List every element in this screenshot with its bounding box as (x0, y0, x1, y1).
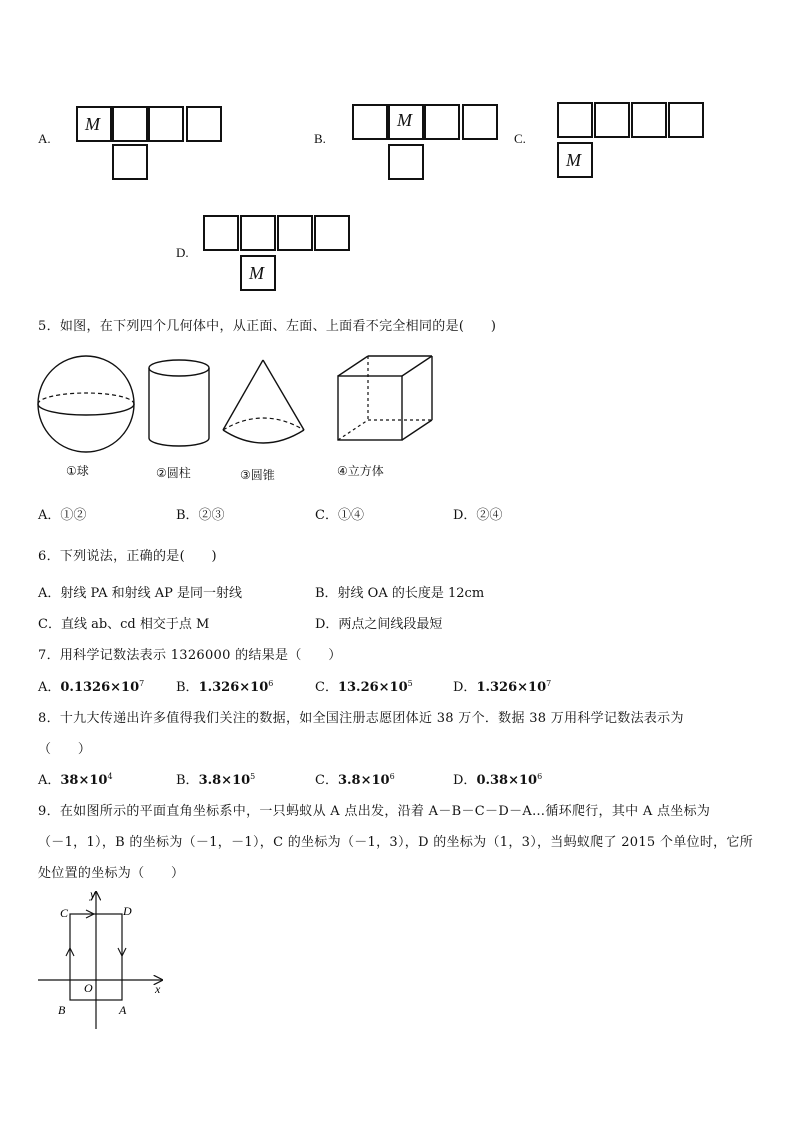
m-letter: M (85, 114, 100, 134)
q5-solids-figure (30, 352, 450, 482)
q8-option-d: D．$0.38\times 10^6$ (453, 772, 543, 788)
q8-option-a: A．$38\times 10^4$ (38, 772, 113, 788)
q5-stem: 5．如图，在下列四个几何体中，从正面、左面、上面看不完全相同的是( ) (38, 319, 497, 334)
caption-cube: ④立方体 (337, 464, 384, 478)
cone-shape (223, 360, 304, 443)
option-label: B. (314, 131, 326, 146)
net-cell (462, 104, 498, 140)
option-label: A. (38, 131, 51, 146)
net-cell (186, 106, 222, 142)
m-letter: M (397, 110, 412, 130)
q9-coordinate-figure (30, 884, 180, 1034)
a-label: A (119, 1003, 127, 1017)
net-cell (388, 104, 424, 140)
net-cell (594, 102, 630, 138)
q7-option-a: A．$0.1326\times 10^7$ (38, 679, 145, 695)
net-cell (557, 102, 593, 138)
q6-option-a: A．射线 PA 和射线 AP 是同一射线 (38, 586, 242, 601)
option-label: C. (514, 131, 526, 146)
net-cell (352, 104, 388, 140)
net-cell (148, 106, 184, 142)
q5-option-b: B．②③ (176, 508, 225, 523)
net-cell (203, 215, 239, 251)
m-letter: M (249, 263, 264, 283)
q9-stem-line3: 处位置的坐标为（ ） (38, 866, 185, 881)
q6-option-c: C．直线 ab、cd 相交于点 M (38, 617, 210, 632)
cylinder-shape (149, 360, 209, 446)
net-cell (424, 104, 460, 140)
q6-stem: 6．下列说法，正确的是( ) (38, 549, 217, 564)
q5-option-a: A．①② (38, 508, 87, 523)
net-cell (112, 144, 148, 180)
q7-option-b: B．$1.326\times 10^6$ (176, 679, 274, 695)
q8-stem: 8．十九大传递出许多值得我们关注的数据，如全国注册志愿团体近 38 万个．数据 38 万用科学记数法表示为 (38, 711, 684, 726)
net-cell (112, 106, 148, 142)
c-label: C (60, 906, 69, 920)
b-label: B (58, 1003, 66, 1017)
net-cell (240, 215, 276, 251)
q6-option-b: B．射线 OA 的长度是 12cm (315, 586, 485, 601)
net-cell (314, 215, 350, 251)
y-label: y (90, 887, 96, 901)
net-cell (388, 144, 424, 180)
q9-stem-line2: （－1，1），B 的坐标为（－1，－1），C 的坐标为（－1，3），D 的坐标为（1，3），当蚂蚁爬了 2015 个单位时，它所 (38, 835, 754, 850)
net-cell (277, 215, 313, 251)
caption-sphere: ①球 (66, 464, 89, 478)
q8-option-b: B．$3.8\times 10^5$ (176, 772, 256, 788)
cube-shape (338, 356, 432, 440)
x-label: x (155, 982, 161, 996)
q8-option-c: C．$3.8\times 10^6$ (315, 772, 395, 788)
net-cell (631, 102, 667, 138)
q5-option-c: C．①④ (315, 508, 364, 523)
q7-option-d: D．$1.326\times 10^7$ (453, 679, 552, 695)
m-letter: M (566, 150, 581, 170)
caption-cone: ③圆锥 (240, 468, 275, 482)
net-cell (240, 255, 276, 291)
caption-cylinder: ②圆柱 (156, 466, 191, 480)
net-cell (76, 106, 112, 142)
q7-option-c: C．$13.26\times 10^5$ (315, 679, 413, 695)
q6-option-d: D．两点之间线段最短 (315, 617, 443, 632)
sphere-shape (38, 356, 134, 452)
option-label: D. (176, 245, 189, 260)
net-cell (557, 142, 593, 178)
d-label: D (123, 904, 132, 918)
net-cell (668, 102, 704, 138)
origin-label: O (84, 981, 93, 995)
q9-stem-line1: 9．在如图所示的平面直角坐标系中，一只蚂蚁从 A 点出发，沿着 A－B－C－D－A…循环爬行，其中 A 点坐标为 (38, 804, 711, 819)
q5-option-d: D．②④ (453, 508, 503, 523)
q8-stem-cont: （ ） (38, 742, 92, 757)
q7-stem: 7．用科学记数法表示 1326000 的结果是（ ） (38, 648, 342, 663)
